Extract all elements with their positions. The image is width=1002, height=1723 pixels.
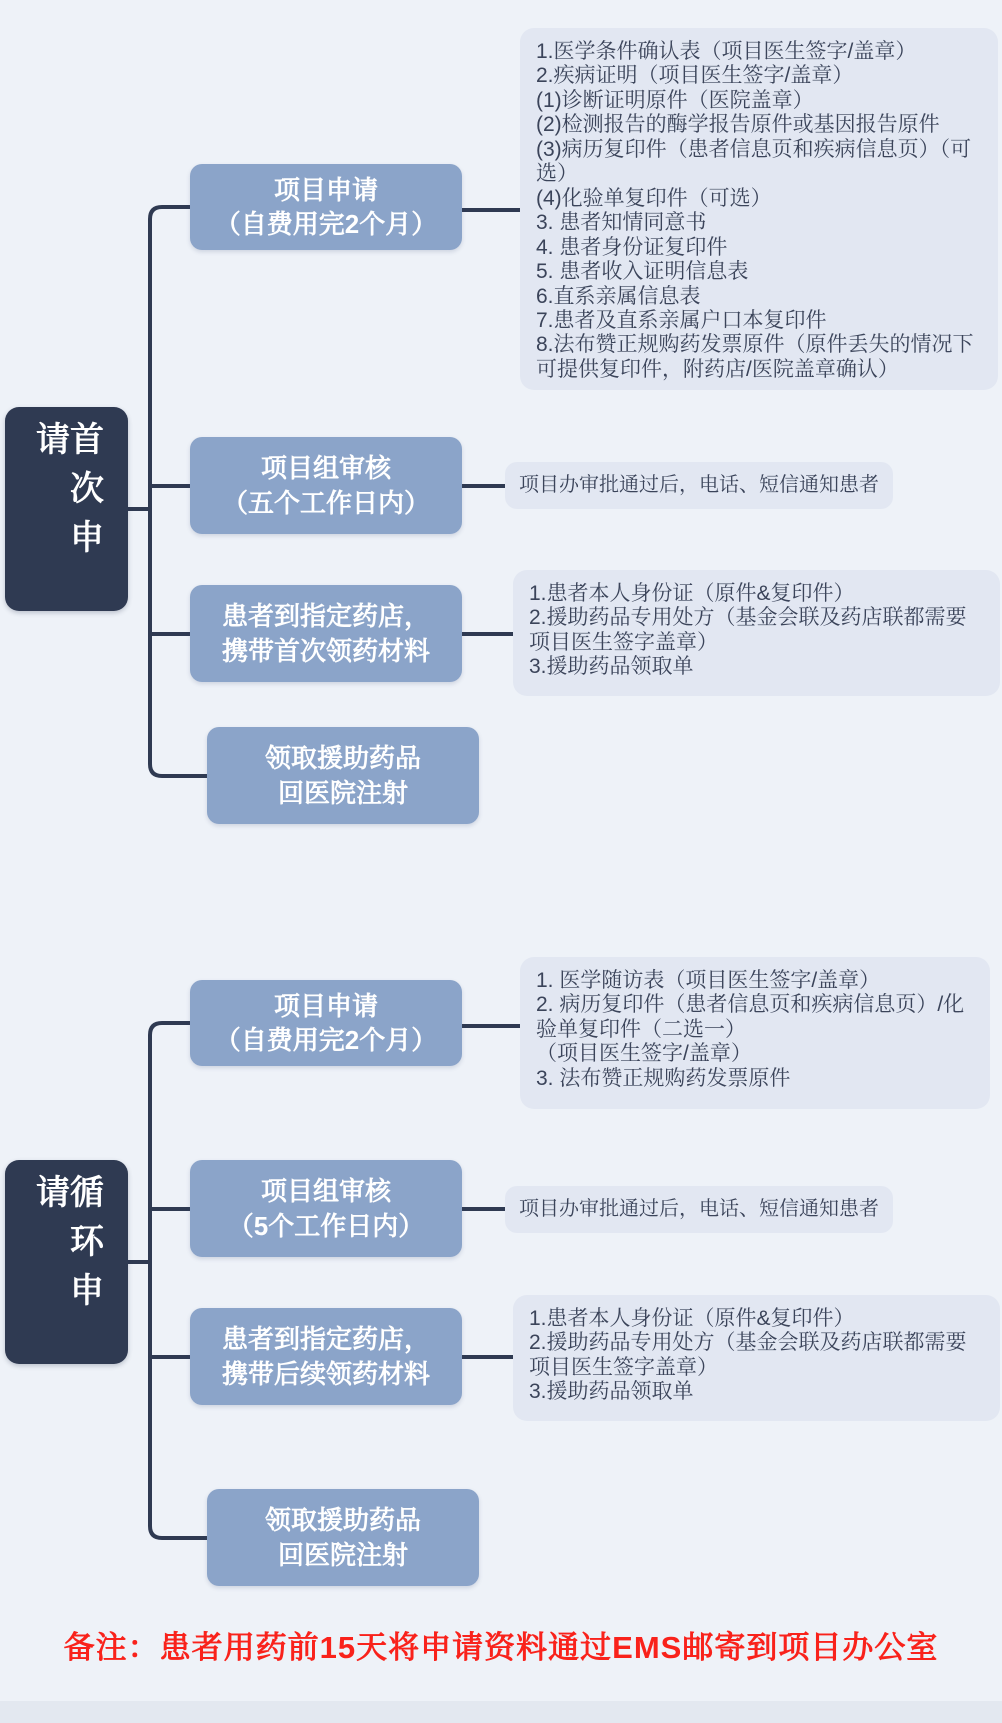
detail-box-pharmacy-materials-first <box>513 570 1000 696</box>
step-subtitle: （五个工作日内） <box>221 487 430 518</box>
detail-box-first-apply-materials <box>520 28 998 390</box>
step-box-receive-drug-cycle <box>207 1489 479 1586</box>
detail-item: 8.法布赞正规购药发票原件（原件丢失的情况下可提供复印件，附药店/医院盖章确认） <box>536 333 974 381</box>
step-box-project-apply-cycle <box>190 980 462 1066</box>
step-title: 患者到指定药店， <box>221 601 430 632</box>
step-title: 项目组审核 <box>260 1176 391 1207</box>
detail-box-review-notice-cycle <box>505 1186 893 1233</box>
branch-box-cycle-application <box>5 1160 128 1364</box>
detail-item: (2)检测报告的酶学报告原件或基因报告原件 <box>536 113 940 137</box>
detail-item: 2.援助药品专用处方（基金会联及药店联都需要项目医生签字盖章） <box>529 1331 967 1379</box>
detail-item: 7.患者及直系亲属户口本复印件 <box>536 308 827 332</box>
detail-item: (1)诊断证明原件（医院盖章） <box>536 88 814 112</box>
step-title: 领取援助药品 <box>264 1505 421 1536</box>
step-subtitle: （自费用完2个月） <box>214 209 438 239</box>
step-box-pharmacy-first <box>190 585 462 682</box>
detail-item: 3. 患者知情同意书 <box>536 211 707 235</box>
detail-item: 4. 患者身份证复印件 <box>536 235 728 259</box>
step-subtitle: 回医院注射 <box>277 1539 408 1570</box>
detail-item: 3.援助药品领取单 <box>529 1380 694 1404</box>
detail-item: 1.患者本人身份证（原件&复印件） <box>529 582 855 605</box>
step-title: 项目申请 <box>273 174 378 205</box>
step-subtitle: 携带首次领药材料 <box>221 635 430 666</box>
detail-item: 2. 病历复印件（患者信息页和疾病信息页）/化验单复印件（二选一） <box>536 993 965 1041</box>
detail-item: 2.援助药品专用处方（基金会联及药店联都需要项目医生签字盖章） <box>529 606 967 654</box>
note-text: 备注：患者用药前15天将申请资料通过EMS邮寄到项目办公室 <box>63 1630 939 1665</box>
step-box-project-review-cycle <box>190 1160 462 1257</box>
detail-item: 1.医学条件确认表（项目医生签字/盖章） <box>536 40 917 63</box>
step-box-project-apply-first <box>190 164 462 250</box>
step-box-project-review-first <box>190 437 462 534</box>
detail-item: （项目医生签字/盖章） <box>536 1042 752 1066</box>
step-subtitle: （自费用完2个月） <box>214 1025 438 1055</box>
step-box-pharmacy-cycle <box>190 1308 462 1405</box>
step-title: 项目申请 <box>273 990 378 1021</box>
step-title: 患者到指定药店， <box>221 1324 430 1355</box>
detail-item: (4)化验单复印件（可选） <box>536 186 772 210</box>
step-subtitle: 携带后续领药材料 <box>221 1358 430 1389</box>
detail-box-pharmacy-materials-cycle <box>513 1295 1000 1421</box>
detail-item: 5. 患者收入证明信息表 <box>536 260 749 284</box>
step-title: 项目组审核 <box>260 453 391 484</box>
detail-item: 6.直系亲属信息表 <box>536 284 701 308</box>
footer-strip <box>0 1701 1002 1723</box>
detail-item: 项目办审批通过后，电话、短信通知患者 <box>519 474 879 496</box>
detail-item: 1. 医学随访表（项目医生签字/盖章） <box>536 969 881 992</box>
branch-label: 首次申请 <box>30 421 103 568</box>
detail-item: (3)病历复印件（患者信息页和疾病信息页）（可选） <box>536 137 972 186</box>
detail-item: 3.援助药品领取单 <box>529 655 694 679</box>
step-subtitle: 回医院注射 <box>277 777 408 808</box>
step-title: 领取援助药品 <box>264 743 421 774</box>
detail-item: 2.疾病证明（项目医生签字/盖章） <box>536 64 854 88</box>
detail-item: 1.患者本人身份证（原件&复印件） <box>529 1307 855 1330</box>
branch-box-first-application <box>5 407 128 611</box>
step-box-receive-drug-first <box>207 727 479 824</box>
detail-box-review-notice-first <box>505 462 893 509</box>
detail-item: 项目办审批通过后，电话、短信通知患者 <box>519 1198 879 1220</box>
step-subtitle: （5个工作日内） <box>227 1210 425 1241</box>
detail-box-cycle-apply-materials <box>520 957 990 1109</box>
detail-item: 3. 法布赞正规购药发票原件 <box>536 1066 791 1090</box>
branch-label: 循环申请 <box>30 1174 103 1321</box>
